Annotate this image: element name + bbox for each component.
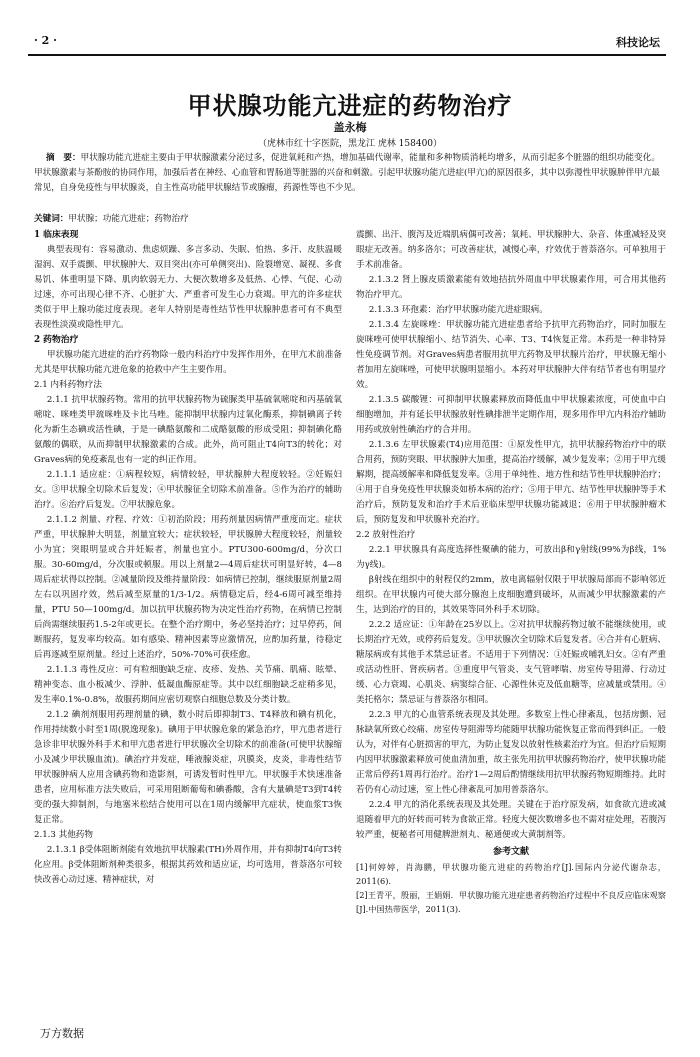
footer-source: 万方数据: [40, 1027, 84, 1040]
left-column: [34, 228, 342, 888]
affiliation: （虎林市红十字医院，黑龙江 虎林 158400）: [257, 139, 443, 149]
subsection-heading: 2.2 放射性治疗: [356, 530, 416, 540]
abstract-text: 甲状腺功能亢进症主要由于甲状腺激素分泌过多，促进氧耗和产热，增加基础代谢率，能量和多种物质消耗均增多，从而引起多个脏器的组织功能变化。甲状腺激素与茶酚胺的协同作用，加强后者在神经、心血管和胃肠道等脏器的兴奋和刺激。引起甲状腺功能亢进症(甲亢)的原因很多，其中以弥漫性甲状腺肿伴甲亢最常见，自身免疫性与甲状腺炎，自主性高功能甲状腺结节或腺瘤，药源性等也不少见。: [34, 153, 660, 193]
paragraph: 2.1.1.2 剂量、疗程、疗效：①初治阶段；用药剂量因病情严重度而定。症状严重，甲状腺肿大明显，剂量宜较大；症状较轻，甲状腺肿大程度较轻，剂量较小为宜；突眼明显或合并妊娠者，剂量也宜小。PTU300-600mg/d，分次口服。30-60mg/d，分次服或顿服。用以上剂量2—4周后症状可明显好转，4—8周后症状得以控制。②减量阶段及维持量阶段：如病情已控制，继续服原剂量2周左右以巩固疗效，然后减至原量的1/3-1/2。病情稳定后，经4-6周可减至维持量，PTU 50—100mg/d。加以抗甲状腺药物为决定性治疗药物，在病情已控制后尚需继续服药1.5-2年或更长。在整个治疗期中，务必坚持治疗；过早停药，间断服药，复发率均较高。如有感染、精神因素等应激情况，应酌加药量，待稳定后再逐减至原剂量。经过上述治疗，50%-70%可获痊愈。: [34, 515, 342, 660]
keywords-text: 甲状腺；功能亢进症；药物治疗: [68, 214, 189, 224]
references-title: 参考文献: [492, 847, 529, 857]
paragraph: 2.2.2 适应证：①年龄在25岁以上。②对抗甲状腺药物过敏不能继续使用，或长期治疗无效，或停药后复发。③甲状腺次全切除术后复发者。④合并有心脏病、糖尿病或有其他手术禁忌证者。不适用于下列情况：①妊娠或哺乳妇女。②有严重或活动性肝、肾疾病者。③重度甲气管炎、支气管哮喘、房室传导阻滞、行动过缓、心力衰竭、心肌炎、病窦综合征、心源性休克及低血糖等，应减量或禁用。④美托格尔；禁忌证与普萘洛尔相同。: [356, 620, 666, 705]
keywords-label: 关键词：: [34, 214, 69, 224]
paragraph: 甲状腺功能亢进症的治疗药物除一般内科治疗中发挥作用外，在甲亢术前准备尤其是甲状腺功能亢进危象的抢救中产生主要作用。: [34, 350, 342, 375]
paragraph: 2.1.1.3 毒性反应：可有粒细胞缺乏症、皮疹、发热、关节痛、肌痛、眩晕、精神变态、血小板减少、浮肿、低凝血酶原症等。其中以红细胞缺乏症稍多见，发生率0.1%-0.8%，故服药期间应密切观察白细胞总数及分类计数。: [34, 665, 342, 705]
keywords: [34, 212, 334, 227]
header-rule: [28, 54, 666, 56]
paragraph: 2.1.3.2 肾上腺皮质激素能有效地拮抗外周血中甲状腺素作用，可合用其他药物治疗甲亢。: [356, 275, 666, 300]
reference-item: [1]何婷婷，肖海鹏，甲状腺功能亢进症的药物治疗[J].国际内分泌代谢杂志，2011(6).: [356, 862, 666, 886]
author: 盖永梅: [333, 121, 367, 134]
paragraph: 2.1.2 碘剂剂服用药理剂量的碘，数小时后即抑制T3、T4释放和碘有机化，作用持续数小时至1周(脱逸现象)。碘用于甲状腺危象的紧急治疗，甲亢患者进行急诊非甲状腺外科手术和甲亢患者进行甲状腺次全切除术的前准备(可使甲状腺缩小及减少甲状腺血流)。碘治疗并发症，唾液腺炎症，巩膜炎，皮炎，非毒性结节甲状腺肿病人应用含碘药物和造影剂，可诱发暂时性甲亢。甲状腺手术快速准备患者，应用标准方法失败后，可采用阻断葡萄和碘番酸，含有大量碘是T3到T4转变的强大抑制剂，与地塞米松结合使用可以在1周内缓解甲亢症状，使血浆T3恢复正常。: [34, 710, 342, 825]
abstract-label: 摘 要：: [46, 153, 81, 163]
paragraph: 2.1.3.3 环孢素：治疗甲状腺功能亢进症眼病。: [368, 305, 548, 315]
section-heading: 1 临床表现: [34, 230, 79, 240]
reference-item: [2]王青平，殷丽，王娟娟．甲状腺功能亢进症患者药物治疗过程中不良反应临床观察[J].中国热带医学，2011(3).: [356, 890, 666, 914]
paragraph: 2.1.1.1 适应症：①病程较短，病情较轻，甲状腺肿大程度较轻。②妊娠妇女。③甲状腺全切除术后复发；④甲状腺征全切除术前准备。⑤作为治疗的辅助治疗。⑥治疗后复发。⑦甲状腺危象。: [34, 470, 342, 510]
paragraph: 2.2.3 甲亢的心血管系统表现及其处理。多数室上性心律紊乱，包括房颤、冠脉缺氧所致心绞痛、房室传导阻滞等均能随甲状腺功能恢复正常而得到纠正。一般认为，对伴有心脏损害的甲亢，为防止复发以放射性核素治疗为宜。但治疗后短期内因甲状腺激素释放可使血清加重，故主张先用抗甲状腺药物治疗，使甲状腺功能正常后停药1周再行治疗。治疗1—2周后酌情继续用抗甲状腺药物短期维持。此时若仍有心动过速，室上性心律紊乱可加用普萘洛尔。: [356, 710, 666, 795]
section-heading: 2 药物治疗: [34, 335, 79, 345]
paragraph: 典型表现有：容易激动、焦虑烦躁、多言多动、失眠、怕热、多汗、皮肤温暖湿润、双手震颤、甲状腺肿大、双目突出(亦可单侧突出)、险裂增宽、凝视、多食易饥、体重明显下降、肌肉软弱无力、大便次数增多及低热、心悸、气促、心动过速，亦可出现心律不齐、心脏扩大、严重者可发生心力衰竭。甲亢的许多症状类似于甲上腺功能过度表现。老年人特别是毒性结节性甲状腺肿患者可有不典型表现性淡漠或隐性甲亢。: [34, 245, 342, 330]
paragraph: 2.2.4 甲亢的消化系统表现及其处理。关键在于治疗原发病，如食欲亢进或减退随着甲亢的好转而可转为食欲正常。轻度大便次数增多也不需对症处理，若腹泻较严重，便秘者可用健脾泄剂丸、秘通便或大黄制剂等。: [356, 800, 666, 840]
paragraph: 2.1.1 抗甲状腺药物。常用的抗甲状腺药物为硫脲类甲基硫氧嘧啶和丙基硫氧嘧啶、咪唑类甲巯咪唑及卡比马唑。能抑制甲状腺内过氧化酶系，抑制碘离子转化为新生态碘或活性碘，于是一碘酪氨酸和二成酪氨酸的形成受阻；抑制碘化酪氨酸的偶联，从而抑制甲状腺激素的合成。此外，尚可阻止T4向T3的转化；对Graves病的免疫紊乱也有一定的纠正作用。: [34, 395, 342, 465]
references-list: [356, 860, 666, 916]
paragraph: 2.2.1 甲状腺具有高度选择性聚碘的能力，可放出β和γ射线(99%为β线，1%为γ线)。: [356, 545, 666, 570]
journal-section: 科技论坛: [616, 36, 660, 49]
subsection-heading: 2.1 内科药物疗法: [34, 380, 102, 390]
abstract: [34, 151, 660, 196]
page-number: · 2 ·: [34, 34, 57, 47]
article-title: 甲状腺功能亢进症的药物治疗: [187, 91, 513, 120]
paragraph: 2.1.3.6 左甲状腺素(T4)应用范围：①原发性甲亢，抗甲状腺药物治疗中的联合用药，预防突眼、甲状腺肿大加重，提高治疗缓解，减少复发率；②用于甲亢缓解期，提高缓解率和降低复发率。③用于单纯性、地方性和结节性甲状腺肿治疗；④用于自身免疫性甲状腺炎如桥本病的治疗；⑤用于甲亢、结节性甲状腺肿等手术治疗后，预防复发和治疗手术后亚临床型甲状腺功能减退；⑥用于甲状腺肿瘤术后，预防复发和甲状腺补充治疗。: [356, 440, 666, 525]
paragraph: β射线在组织中的射程仅约2mm，放电离辐射仅限于甲状腺局部而不影响邻近组织。在甲状腺内可使大部分腺泡上皮细胞遭到破坏，从而减少甲状腺激素的产生，达到治疗的目的，其效果等同外科手术切除。: [356, 575, 666, 615]
paragraph: 震颤、出汗、腹泻及近端肌病偶可改善；氧耗、甲状腺肿大、杂音、体重减轻及突眼症无改善。纳多洛尔；可改善症状，减慢心率，疗效优于普萘洛尔。可单独用于手术前准备。: [356, 230, 666, 270]
paragraph: 2.1.3.1 β受体阻断剂能有效地抗甲状腺素(TH)外周作用，并有抑制T4向T3转化应用。β受体阻断剂种类很多，根据其药效和适应证，均可选用，普萘洛尔可较快改善心动过速、精神症状，对: [34, 845, 342, 885]
paragraph: 2.1.3.5 碳酸锂：可抑制甲状腺素释放而降低血中甲状腺素浓度，可使血中白细胞增加，并有延长甲状腺放射性碘排泄半定期作用，现多用作甲亢内科治疗辅助用药或放射性碘治疗的合并用。: [356, 395, 666, 435]
subsection-heading: 2.1.3 其他药物: [34, 830, 93, 840]
paragraph: 2.1.3.4 左旋咪唑：甲状腺功能亢进症患者给予抗甲亢药物治疗，同时加服左旋咪唑可使甲状腺缩小、结节消失、心率、T3、T4恢复正常。本药是一种非特异性免疫调节剂。对Graves病患者服用抗甲亢药物及甲状腺片治疗，甲状腺无缩小者加用左旋咪唑，可使甲状腺明显缩小。本药对甲状腺肿大伴有结节者也有明显疗效。: [356, 320, 666, 390]
right-column: [356, 228, 666, 916]
